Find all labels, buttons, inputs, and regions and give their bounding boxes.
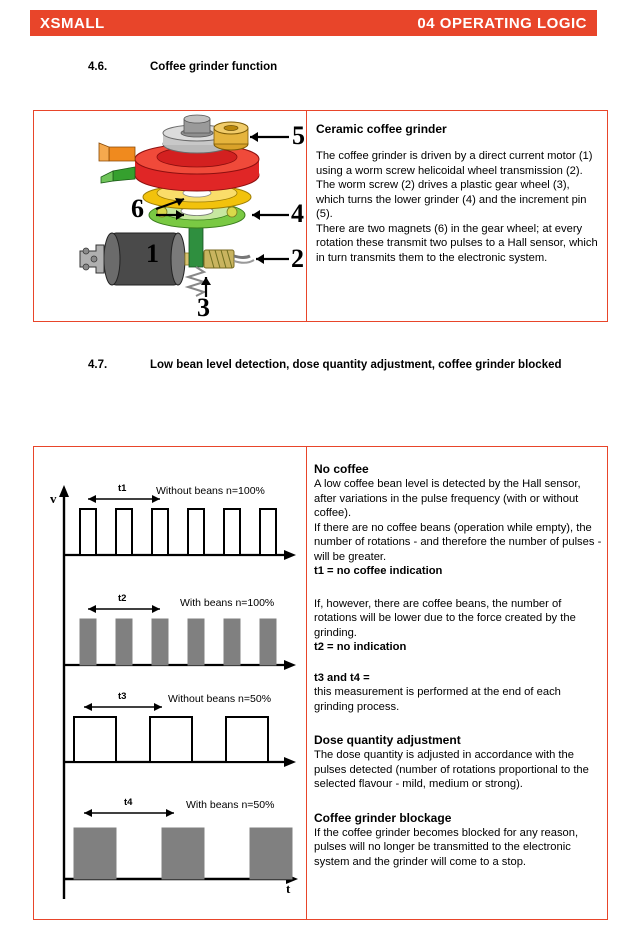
callout-4: 4	[291, 199, 304, 228]
detection-text-panel	[314, 461, 602, 869]
detection-block-1-paragraph-2: If there are no coffee beans (operation while empty), the number of rotations - and therefore the number of pulses - will be greater.	[314, 521, 602, 563]
grinder-text-panel	[316, 121, 600, 265]
pulse-waveform-figure	[34, 447, 306, 921]
detection-block-3-lead: t3 and t4 =	[314, 671, 370, 684]
callout-6: 6	[131, 194, 144, 223]
detection-block-2-bold: t2 = no indication	[314, 641, 407, 653]
section-number-4-6: 4.6.	[88, 61, 108, 73]
detection-block-5-paragraph-1: If the coffee grinder becomes blocked for any reason, pulses will no longer be transmitted to the electronic system and the grinder will come to a stop.	[314, 826, 579, 868]
grinder-panel-title: Ceramic coffee grinder	[316, 122, 447, 136]
detection-block-3-rest: this measurement is performed at the end of each grinding process.	[314, 686, 561, 713]
grinder-paragraph-2: The worm screw (2) drives a plastic gear wheel (3), which turns the lower grinder (4) and the increment pin (5).	[316, 179, 587, 220]
grinder-drawing-svg	[34, 111, 306, 316]
detection-block-1-title: No coffee	[314, 462, 369, 476]
marker-t3: t3	[118, 691, 127, 702]
detection-block-1-bold: t1 = no coffee indication	[314, 565, 443, 577]
detection-block-3	[314, 671, 602, 715]
marker-t1: t1	[118, 483, 127, 494]
grinder-paragraph-3: There are two magnets (6) in the gear wheel; at every rotation these transmit two pulses to a Hall sensor, which in turn transmits them to the electronic system.	[316, 222, 598, 264]
header-right-title: 04 OPERATING LOGIC	[417, 14, 587, 32]
detection-block-2-paragraph-1: If, however, there are coffee beans, the number of rotations will be lower due to the force created by the grinding.	[314, 597, 576, 639]
detection-block-4-paragraph-1: The dose quantity is adjusted in accordance with the pulses detected (number of rotations proportional to the selected flavour - mild, medium or strong).	[314, 749, 589, 790]
detection-block-4-title: Dose quantity adjustment	[314, 733, 461, 747]
section-heading-4-7	[88, 358, 598, 373]
callout-5: 5	[292, 121, 305, 150]
section-number-4-7: 4.7.	[88, 359, 108, 371]
header-left-title: XSMALL	[40, 14, 105, 32]
section-title-4-7: Low bean level detection, dose quantity adjustment, coffee grinder blocked	[150, 359, 562, 371]
detection-block-1-paragraph-1: A low coffee bean level is detected by the Hall sensor, after variations in the pulse frequency (with or without coffee).	[314, 478, 581, 519]
section-title-4-6: Coffee grinder function	[150, 61, 278, 73]
page-header	[30, 10, 597, 36]
marker-t4: t4	[124, 797, 133, 808]
trace-label-3: Without beans n=50%	[168, 693, 272, 705]
trace-label-1: Without beans n=100%	[156, 485, 265, 497]
callout-1: 1	[146, 239, 159, 268]
grinder-info-box	[33, 110, 608, 322]
detection-box-divider	[306, 447, 307, 919]
grinder-box-divider	[306, 111, 307, 321]
marker-t2: t2	[118, 593, 127, 604]
section-heading-4-6	[88, 60, 588, 75]
grinder-exploded-figure	[34, 111, 306, 322]
callout-3: 3	[197, 293, 210, 322]
detection-block-5-title: Coffee grinder blockage	[314, 810, 452, 825]
axis-label-t: t	[286, 881, 291, 896]
axis-label-v: v	[50, 491, 57, 506]
detection-info-box	[33, 446, 608, 920]
trace-label-4: With beans n=50%	[186, 799, 275, 811]
grinder-paragraph-1: The coffee grinder is driven by a direct current motor (1) using a worm screw helicoidal wheel transmission (2).	[316, 150, 593, 177]
callout-2: 2	[291, 244, 304, 273]
waveform-svg	[34, 447, 306, 921]
trace-label-2: With beans n=100%	[180, 597, 275, 609]
